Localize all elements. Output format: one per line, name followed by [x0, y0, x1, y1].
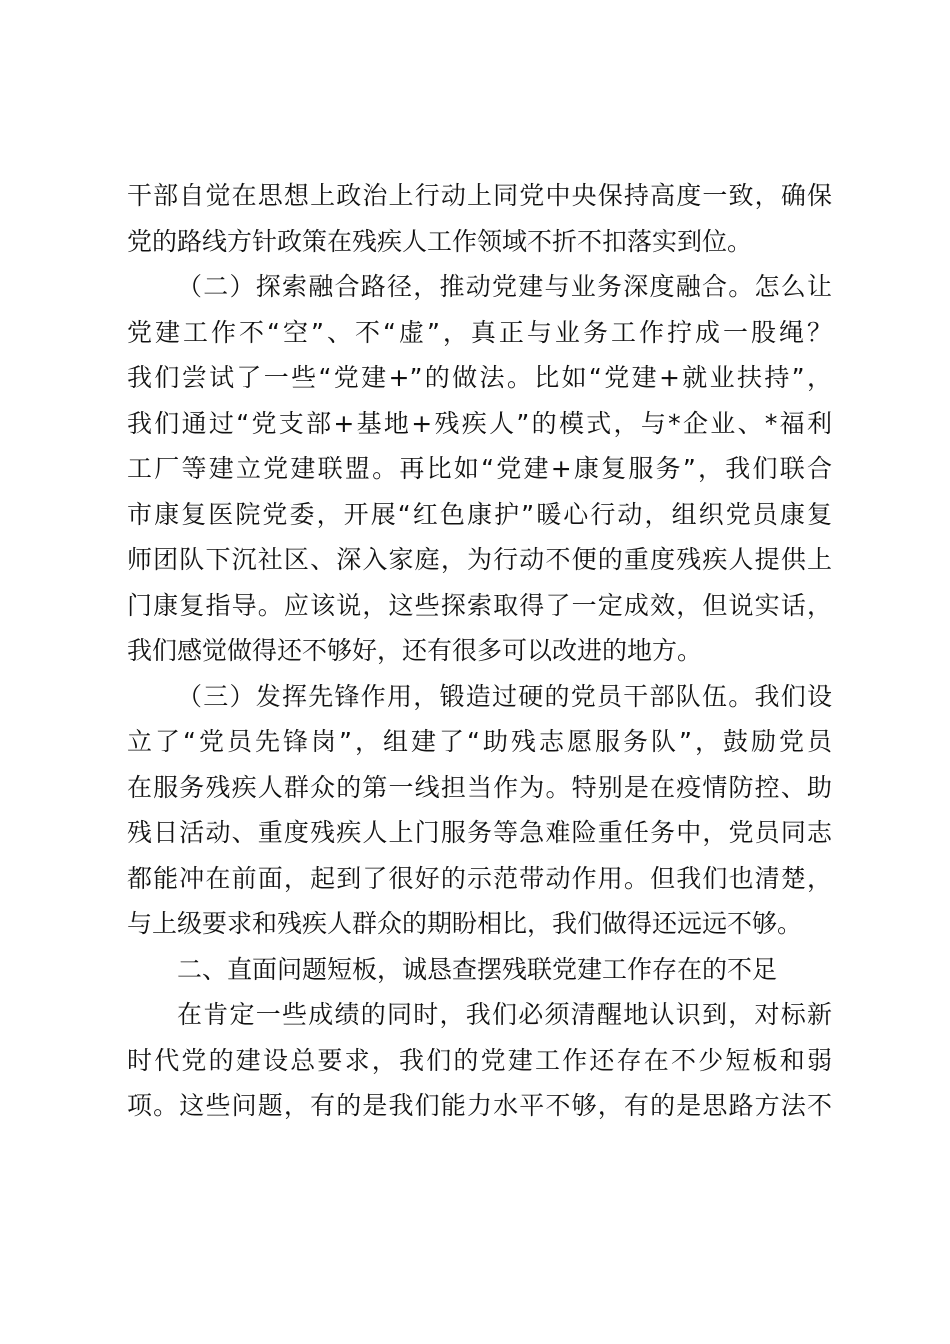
text-line: （三）发挥先锋作用，锻造过硬的党员干部队伍。我们设: [177, 681, 832, 711]
text-line: 在服务残疾人群众的第一线担当作为。特别是在疫情防控、助: [127, 772, 832, 802]
text-line: （二）探索融合路径，推动党建与业务深度融合。怎么让: [177, 272, 832, 301]
text-line: 与上级要求和残疾人群众的期盼相比，我们做得还远远不够。: [127, 909, 803, 938]
text-line: 时代党的建设总要求，我们的党建工作还存在不少短板和弱: [127, 1045, 832, 1075]
text-line: 党的路线方针政策在残疾人工作领域不折不扣落实到位。: [127, 226, 753, 256]
paragraph-shortcomings-intro: [127, 992, 832, 1129]
text-line: 我们尝试了一些“党建+”的做法。比如“党建+就业扶持”，: [127, 363, 832, 392]
text-line: 立了“党员先锋岗”，组建了“助残志愿服务队”，鼓励党员: [127, 727, 832, 756]
text-line: 市康复医院党委，开展“红色康护”暖心行动，组织党员康复: [127, 499, 832, 529]
text-line: 都能冲在前面，起到了很好的示范带动作用。但我们也清楚，: [127, 863, 832, 893]
text-line: 党建工作不“空”、不“虚”，真正与业务工作拧成一股绳？: [127, 317, 832, 347]
section-heading-two: 二、直面问题短板，诚恳查摆残联党建工作存在的不足: [177, 954, 778, 984]
text-line: 我们感觉做得还不够好，还有很多可以改进的地方。: [127, 636, 703, 665]
paragraph-party-line: [127, 173, 832, 264]
text-line: 项。这些问题，有的是我们能力水平不够，有的是思路方法不: [127, 1091, 832, 1120]
paragraph-section-two: [127, 264, 832, 674]
text-line: 师团队下沉社区、深入家庭，为行动不便的重度残疾人提供上: [127, 545, 832, 574]
text-line: 残日活动、重度残疾人上门服务等急难险重任务中，党员同志: [127, 818, 832, 847]
text-line: 干部自觉在思想上政治上行动上同党中央保持高度一致，确保: [127, 181, 832, 210]
text-line: 在肯定一些成绩的同时，我们必须清醒地认识到，对标新: [177, 1000, 832, 1029]
document-body: [127, 173, 832, 1129]
text-line: 工厂等建立党建联盟。再比如“党建+康复服务”，我们联合: [127, 454, 832, 483]
paragraph-section-three: [127, 674, 832, 947]
text-line: 门康复指导。应该说，这些探索取得了一定成效，但说实话，: [127, 590, 832, 620]
text-line: 我们通过“党支部+基地+残疾人”的模式，与*企业、*福利: [127, 408, 832, 438]
